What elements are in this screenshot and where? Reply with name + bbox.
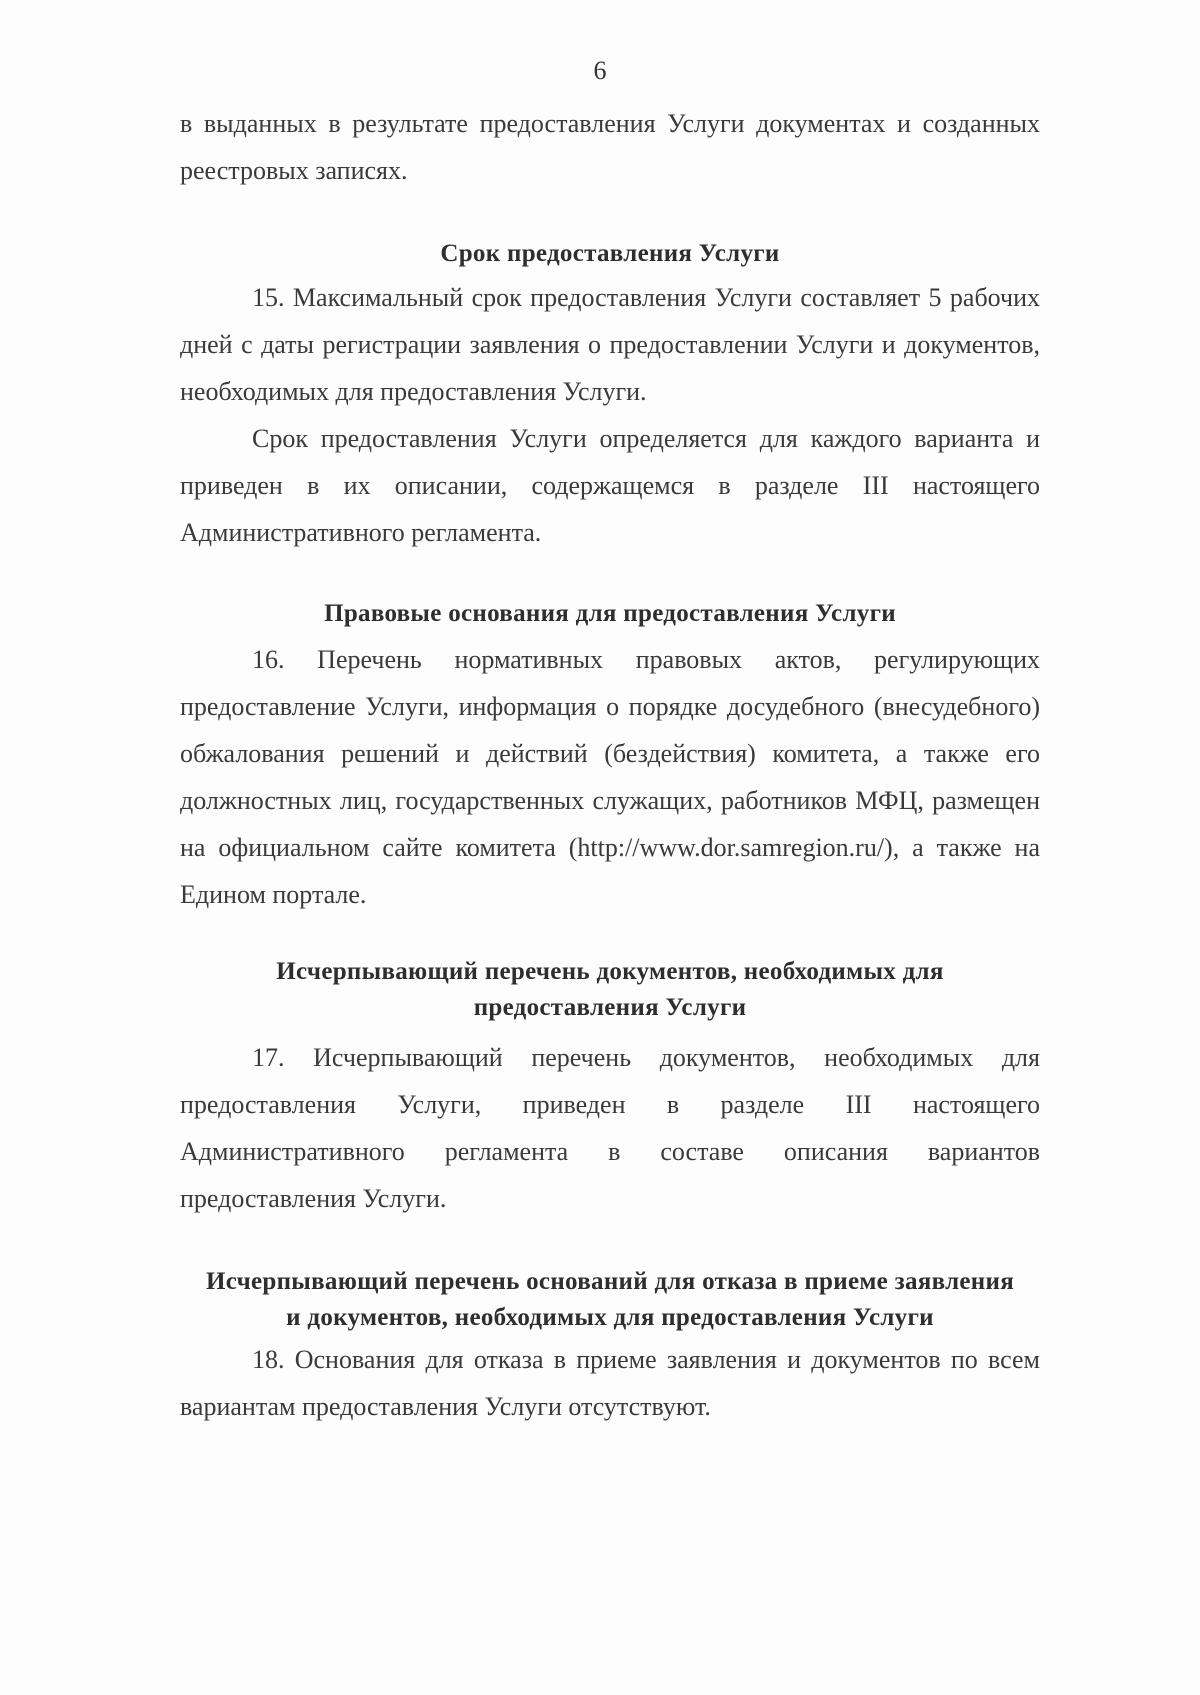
paragraph-term-variants: Срок предоставления Услуги определяется для каждого варианта и приведен в их описании, содержащемся в разделе III настоящего Административного регламента. [180,424,1040,547]
paragraph-17: 17. Исчерпывающий перечень документов, необходимых для предоставления Услуги, приведен в разделе III настоящего Административного регламента в составе описания вариантов предоставления Услуги. [180,1043,1040,1213]
paragraph-15: 15. Максимальный срок предоставления Услуги составляет 5 рабочих дней с даты регистрации заявления о предоставлении Услуги и документов, необходимых для предоставления Услуги. [180,283,1040,406]
section-heading-refusal-line2: и документов, необходимых для предоставления Услуги [286,1304,934,1331]
paragraph-18: 18. Основания для отказа в приеме заявления и документов по всем вариантам предоставления Услуги отсутствуют. [180,1345,1040,1421]
section-heading-refusal-line1: Исчерпывающий перечень оснований для отказа в приеме заявления [205,1268,1015,1295]
continuation-text-block [180,100,1040,194]
section-term-body [180,274,1040,556]
section-documents-body [180,1034,1040,1222]
continuation-paragraph: в выданных в результате предоставления Услуги документах и созданных реестровых записях. [180,109,1040,185]
paragraph-16: 16. Перечень нормативных правовых актов, регулирующих предоставление Услуги, информация о порядке досудебного (внесудебного) обжалования решений и действий (бездействия) комитета, а также его должностных лиц, государственных служащих, работников МФЦ, размещен на официальном сайте комитета (http://www.dor.samregion.ru/), а также на Едином портале. [180,645,1040,909]
section-heading-documents-line2: предоставления Услуги [473,994,747,1021]
section-heading-term: Срок предоставления Услуги [440,240,780,267]
section-heading-refusal [170,1264,1050,1336]
section-refusal-body [180,1336,1040,1430]
section-heading-documents [170,954,1050,1026]
page-number: 6 [593,56,607,85]
section-legal-basis-body [180,636,1040,918]
section-heading-legal-basis: Правовые основания для предоставления Услуги [324,600,896,627]
section-heading-documents-line1: Исчерпывающий перечень документов, необходимых для [276,958,944,985]
